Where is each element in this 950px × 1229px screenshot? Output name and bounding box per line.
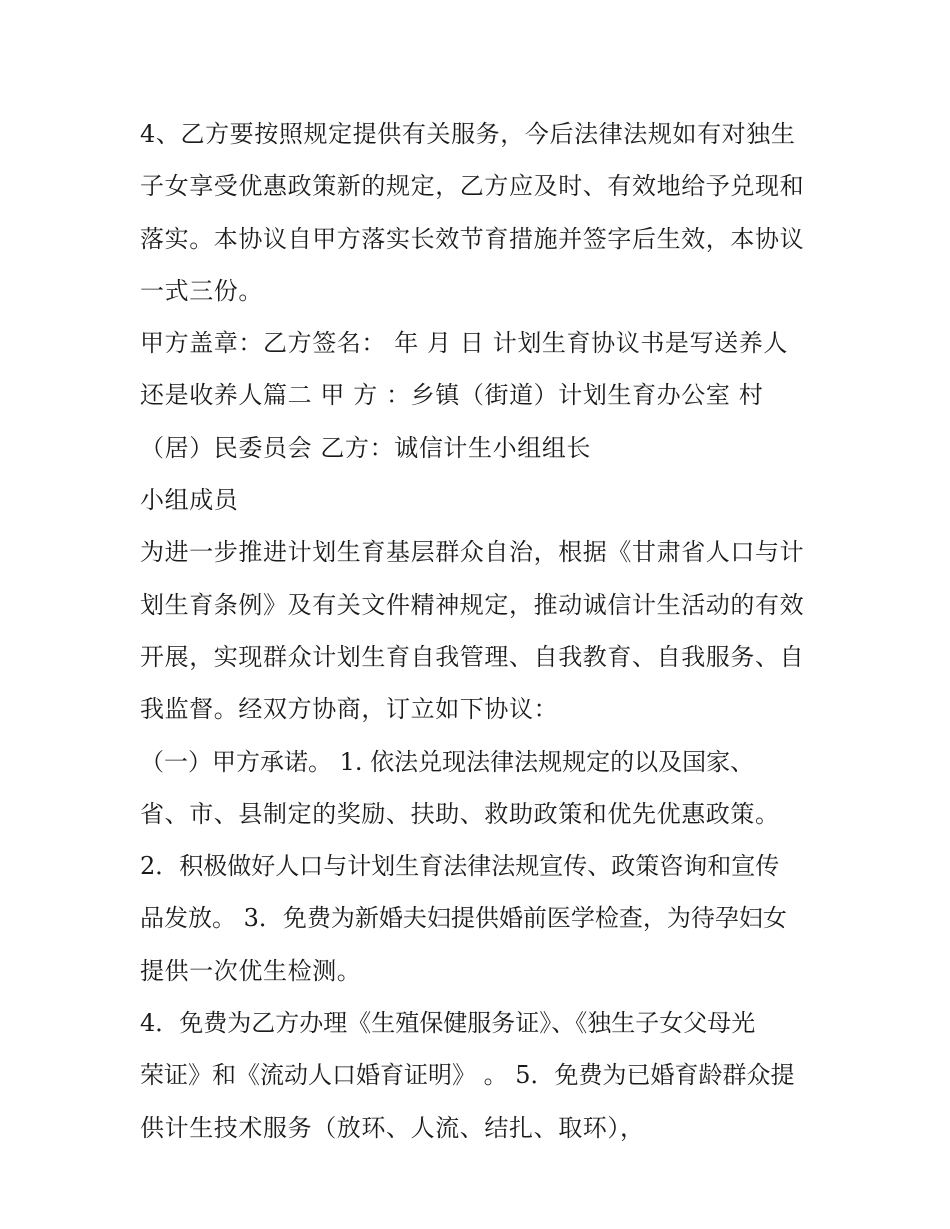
text-line: 荣证》和《流动人口婚育证明》 。 5．免费为已婚育龄群众提 [140,1061,795,1090]
text-line: 为进一步推进计划生育基层群众自治，根据《甘肃省人口与计 [140,538,805,567]
text-line: 4．免费为乙方办理《生殖保健服务证》、《独生子女父母光 [140,1009,756,1038]
text-line: 一式三份。 [140,276,263,305]
text-line: 2．积极做好人口与计划生育法律法规宣传、政策咨询和宣传 [140,852,780,881]
text-line: 子女享受优惠政策新的规定，乙方应及时、有效地给予兑现和 [140,172,805,201]
text-line: 省、市、县制定的奖励、扶助、救助政策和优先优惠政策。 [140,799,780,828]
text-line: 划生育条例》及有关文件精神规定，推动诚信计生活动的有效 [140,590,805,619]
text-line: （一）甲方承诺。 1. 依法兑现法律法规规定的以及国家、 [140,747,755,776]
text-line: 供计生技术服务（放环、人流、结扎、取环）， [140,1113,645,1142]
text-line: 还是收养人篇二 甲 方 ：乡镇（街道）计划生育办公室 村 [140,381,764,410]
text-line: （居）民委员会 乙方：诚信计生小组组长 [140,433,592,462]
text-line: 提供一次优生检测。 [140,956,362,985]
text-line: 开展，实现群众计划生育自我管理、自我教育、自我服务、自 [140,642,805,671]
text-line: 4、乙方要按照规定提供有关服务，今后法律法规如有对独生 [140,120,796,148]
text-line: 品发放。 3．免费为新婚夫妇提供婚前医学检查，为待孕妇女 [140,904,787,933]
text-line: 甲方盖章：乙方签名： 年 月 日 计划生育协议书是写送养人 [140,329,788,358]
text-line: 小组成员 [140,486,239,515]
document-body [140,108,820,1154]
text-line: 我监督。经双方协商，订立如下协议： [140,695,559,724]
text-line: 落实。本协议自甲方落实长效节育措施并签字后生效，本协议 [140,224,805,253]
